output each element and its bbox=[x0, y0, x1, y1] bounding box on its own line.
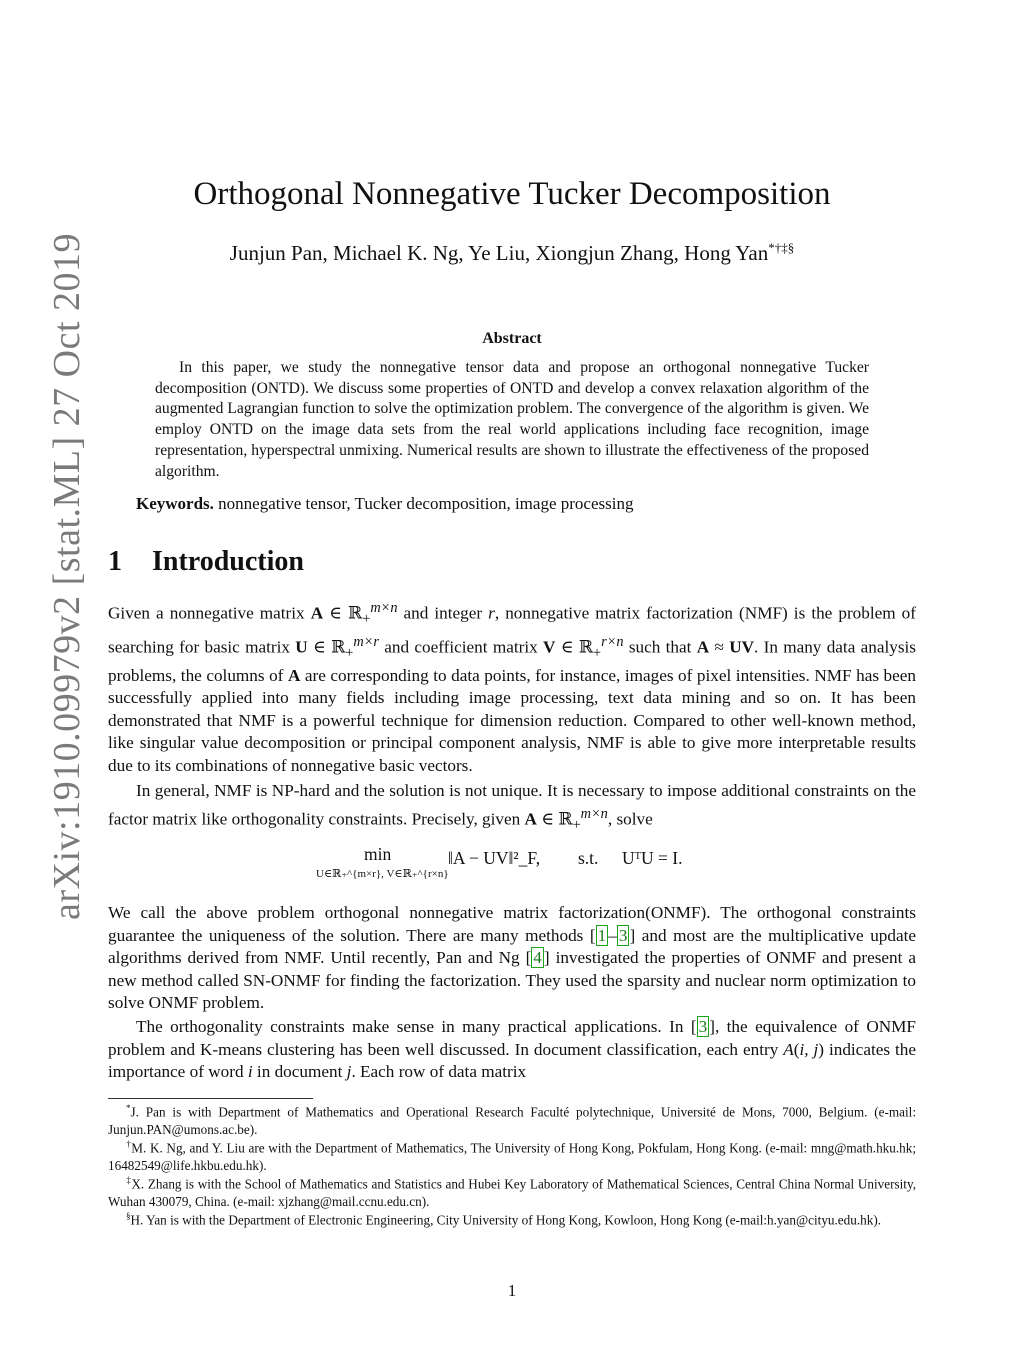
footnote-2-mark: † bbox=[126, 1139, 132, 1149]
keywords-text: nonnegative tensor, Tucker decomposition, image processing bbox=[218, 494, 634, 513]
paragraph-4: The orthogonality constraints make sense in many practical applications. In [ 3 ], the equivalence of ONMF problem and K-means clustering has been well discussed. In document classification, each entry A(i, j) indicates the importance of word i in document j. Each row of data matrix bbox=[108, 1017, 916, 1082]
p2-text-a: In general, NMF is NP-hard and the solution is not unique. It is necessary to impose additional constraints on the factor matrix like orthogonality constraints. Precisely, given bbox=[108, 781, 916, 829]
author-names: Junjun Pan, Michael K. Ng, Ye Liu, Xiongjun Zhang, Hong Yan bbox=[229, 241, 769, 265]
footnote-3-text: X. Zhang is with the School of Mathematics and Statistics and Hubei Key Laboratory of Mathematical Sciences, Central China Normal University, Wuhan 430079, China. (e-mail: xjzhang@mail.ccnu.edu.cn). bbox=[108, 1176, 917, 1209]
footnote-4 bbox=[108, 1208, 916, 1229]
keywords-line bbox=[136, 494, 633, 514]
p1-text-a: Given a nonnegative matrix bbox=[108, 603, 311, 623]
p1-text-e: such that bbox=[623, 637, 697, 657]
p3-text-c: investigated the properties of ONMF and present a new method called SN-ONMF for finding the factorization. They used the sparsity and nuclear norm optimization to solve ONMF problem. bbox=[108, 948, 916, 1013]
p1-text-f: . In many data analysis problems, the columns of bbox=[108, 637, 916, 685]
paragraph-1: Given a nonnegative matrix A ∈ ℝ$_+^{m\times n}$ and integer r, nonnegative matrix factorization (NMF) is the problem of searching for basic matrix U ∈ ℝ$_+^{m\times r}$ and coefficient matrix V ∈ ℝ$_+^{r\times n}$ such that A ≈ UV. In many data analysis problems, the columns of A are corresponding to data points, for instance, images of pixel intensities. NMF has been successfully applied into many fields including image processing, text data mining and so on. It has been demonstrated that NMF is a powerful technique for dimension reduction. Compared to other well-known method, like singular value decomposition or principal component analysis, NMF is able to give more interpretable results due to its combinations of nonnegative basic vectors. bbox=[108, 600, 916, 775]
footnote-3-mark: ‡ bbox=[126, 1175, 132, 1185]
keywords-label: Keywords. bbox=[136, 494, 214, 513]
citation-link-1[interactable]: 1 bbox=[597, 925, 607, 945]
equation-min: min bbox=[364, 844, 392, 864]
footnote-2 bbox=[108, 1136, 916, 1175]
footnote-4-text: H. Yan is with the Department of Electronic Engineering, City University of Hong Kong, Kowloon, Hong Kong (e-mail:h.yan@cityu.edu.hk). bbox=[130, 1212, 882, 1228]
p1-text-b: and integer bbox=[397, 603, 489, 623]
footnote-4-mark: § bbox=[126, 1211, 131, 1221]
p4-text-b: , the equivalence of ONMF problem and K-means clustering has been well discussed. In document classification, each entry bbox=[108, 1017, 916, 1059]
section-number: 1 bbox=[108, 546, 122, 577]
p1-text-g: are corresponding to data points, for instance, images of pixel intensities. NMF has been successfully applied into many fields including image processing, text data mining and so on. It has been demonstrated that NMF is a powerful technique for dimension reduction. Compared to other well-known method, like singular value decomposition or principal component analysis, NMF is able to give more interpretable results due to its combinations of nonnegative basic vectors. bbox=[108, 665, 916, 775]
orthogonal-nmf-equation bbox=[0, 842, 1024, 890]
section-title: Introduction bbox=[152, 546, 304, 577]
abstract-heading: Abstract bbox=[482, 330, 542, 347]
paper-title: Orthogonal Nonnegative Tucker Decomposition bbox=[193, 176, 831, 212]
footnote-1 bbox=[108, 1100, 916, 1139]
section-heading bbox=[108, 546, 304, 578]
author-footnote-marks: *†‡§ bbox=[768, 240, 795, 255]
p1-text-d: and coefficient matrix bbox=[378, 637, 544, 657]
citation-link-3[interactable]: 3 bbox=[618, 925, 628, 945]
footnote-2-text: M. K. Ng, and Y. Liu are with the Department of Mathematics, The University of Hong Kong, Pokfulam, Hong Kong. (e-mail: mng@math.hku.hk; 16482549@life.hkbu.edu.hk). bbox=[108, 1140, 917, 1173]
p3-text-b: and most are the multiplicative update algorithms derived from NMF. Until recently, Pan and Ng bbox=[108, 925, 917, 968]
footnote-1-mark: * bbox=[126, 1103, 131, 1113]
p4-text-a: The orthogonality constraints make sense in many practical applications. In bbox=[136, 1017, 691, 1036]
equation-subscript: U∈ℝ₊^{m×r}, V∈ℝ₊^{r×n} bbox=[316, 868, 449, 880]
paragraph-2: In general, NMF is NP-hard and the solution is not unique. It is necessary to impose additional constraints on the factor matrix like orthogonality constraints. Precisely, given A ∈ ℝ$_+^{m\times n}$, solve bbox=[108, 781, 916, 833]
paragraph-3: We call the above problem orthogonal nonnegative matrix factorization(ONMF). The orthogonal constraints guarantee the uniqueness of the solution. There are many methods [ 1 – 3 ] and most are the multiplicative update algorithms derived from NMF. Until recently, Pan and Ng [ 4 ] investigated the properties of ONMF and present a new method called SN-ONMF for finding the factorization. They used the sparsity and nuclear norm optimization to solve ONMF problem. bbox=[108, 903, 917, 1013]
citation-link-4[interactable]: 4 bbox=[533, 948, 542, 968]
equation-st: s.t. bbox=[578, 848, 599, 868]
footnote-1-text: J. Pan is with Department of Mathematics and Operational Research Faculté polytechnique, Université de Mons, 7000, Belgium. (e-mail: Junjun.PAN@umons.ac.be). bbox=[108, 1104, 916, 1137]
p1-text-c: , nonnegative matrix factorization (NMF) is the problem of searching for basic matrix bbox=[108, 603, 916, 657]
arxiv-identifier-stamp: arXiv:1910.09979v2 [stat.ML] 27 Oct 2019 bbox=[46, 232, 88, 920]
equation-constraint: UᵀU = I. bbox=[622, 848, 683, 868]
author-list bbox=[0, 240, 1024, 266]
page-number: 1 bbox=[507, 1281, 517, 1300]
p4-text-c: indicates the importance of word bbox=[108, 1039, 916, 1082]
abstract-text: In this paper, we study the nonnegative tensor data and propose an orthogonal nonnegative Tucker decomposition (ONTD). We discuss some properties of ONTD and develop a convex relaxation algorithm of the augmented Lagrangian function to solve the optimization problem. The convergence of the algorithm is given. We employ ONTD on the image data sets from the real world applications including face recognition, image representation, hyperspectral unmixing. Numerical results are shown to illustrate the effectiveness of the proposed algorithm. bbox=[155, 359, 869, 480]
p2-text-b: , solve bbox=[607, 809, 653, 829]
p4-text-d: in document bbox=[252, 1062, 347, 1082]
p4-text-e: . Each row of data matrix bbox=[351, 1062, 527, 1082]
p3-text-a: We call the above problem orthogonal nonnegative matrix factorization(ONMF). The orthogonal constraints guarantee the uniqueness of the solution. There are many methods bbox=[108, 903, 916, 945]
footnote-3 bbox=[108, 1172, 916, 1211]
equation-objective: ‖A − UV‖²_F, bbox=[448, 848, 541, 868]
citation-link-3b[interactable]: 3 bbox=[698, 1017, 708, 1036]
footnote-rule bbox=[108, 1098, 313, 1099]
abstract-body bbox=[155, 358, 869, 482]
citation-range-dash: – bbox=[608, 925, 617, 945]
